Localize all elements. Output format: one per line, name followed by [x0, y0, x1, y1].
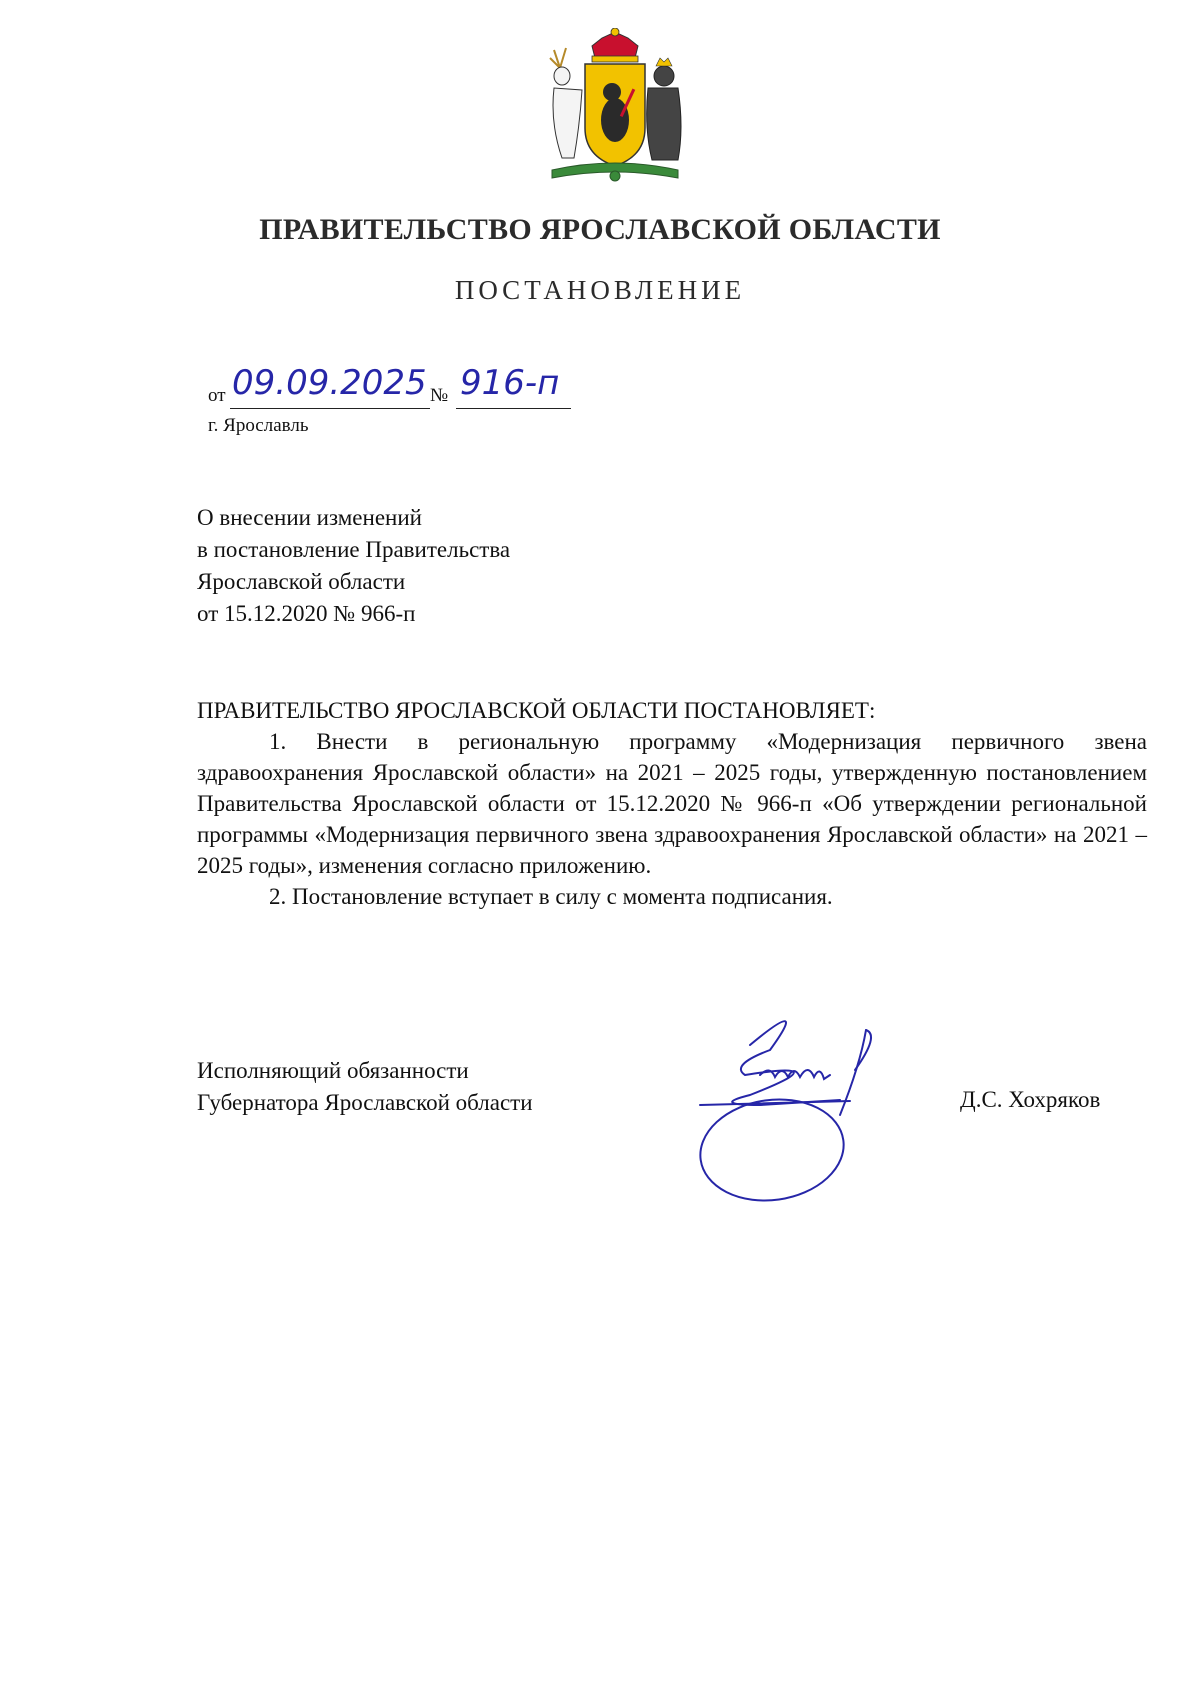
subject-line: в постановление Правительства	[197, 537, 511, 562]
subject-line: Ярославской области	[197, 569, 406, 594]
body-paragraph: 2. Постановление вступает в силу с момента подписания.	[269, 884, 833, 909]
document-body	[197, 695, 1147, 912]
handwritten-number: 916-п	[460, 363, 560, 403]
document-subject	[197, 502, 510, 630]
body-paragraph: 1. Внести в региональную программу «Модернизация первичного звена здравоохранения Ярославской области» на 2021 – 2025 годы, утвержденную постановлением Правительства Ярославской области от 15.12.2020 № 966-п «Об утверждении региональной программы «Модернизация первичного звена здравоохранения Ярославской области» на 2021 – 2025 годы», изменения согласно приложению.	[197, 729, 1147, 878]
handwritten-date: 09.09.2025	[232, 363, 427, 403]
subject-line: от 15.12.2020 № 966-п	[197, 601, 416, 626]
date-underline	[230, 408, 430, 409]
registration-line	[208, 365, 588, 415]
signer-name: Д.С. Хохряков	[960, 1087, 1101, 1112]
position-line: Исполняющий обязанности	[197, 1058, 469, 1083]
position-line: Губернатора Ярославской области	[197, 1090, 533, 1115]
date-prefix: от	[208, 385, 226, 406]
yaroslavl-coat-of-arms-icon	[540, 28, 690, 188]
number-underline	[456, 408, 571, 409]
organization-title: ПРАВИТЕЛЬСТВО ЯРОСЛАВСКОЙ ОБЛАСТИ	[259, 213, 941, 246]
city: г. Ярославль	[208, 415, 309, 436]
subject-line: О внесении изменений	[197, 505, 422, 530]
signer-position	[197, 1055, 533, 1119]
handwritten-signature-icon	[690, 1005, 940, 1205]
resolution-lead: ПРАВИТЕЛЬСТВО ЯРОСЛАВСКОЙ ОБЛАСТИ ПОСТАНОВЛЯЕТ:	[197, 698, 876, 723]
document-type: ПОСТАНОВЛЕНИЕ	[454, 275, 746, 305]
number-prefix: №	[430, 385, 449, 406]
